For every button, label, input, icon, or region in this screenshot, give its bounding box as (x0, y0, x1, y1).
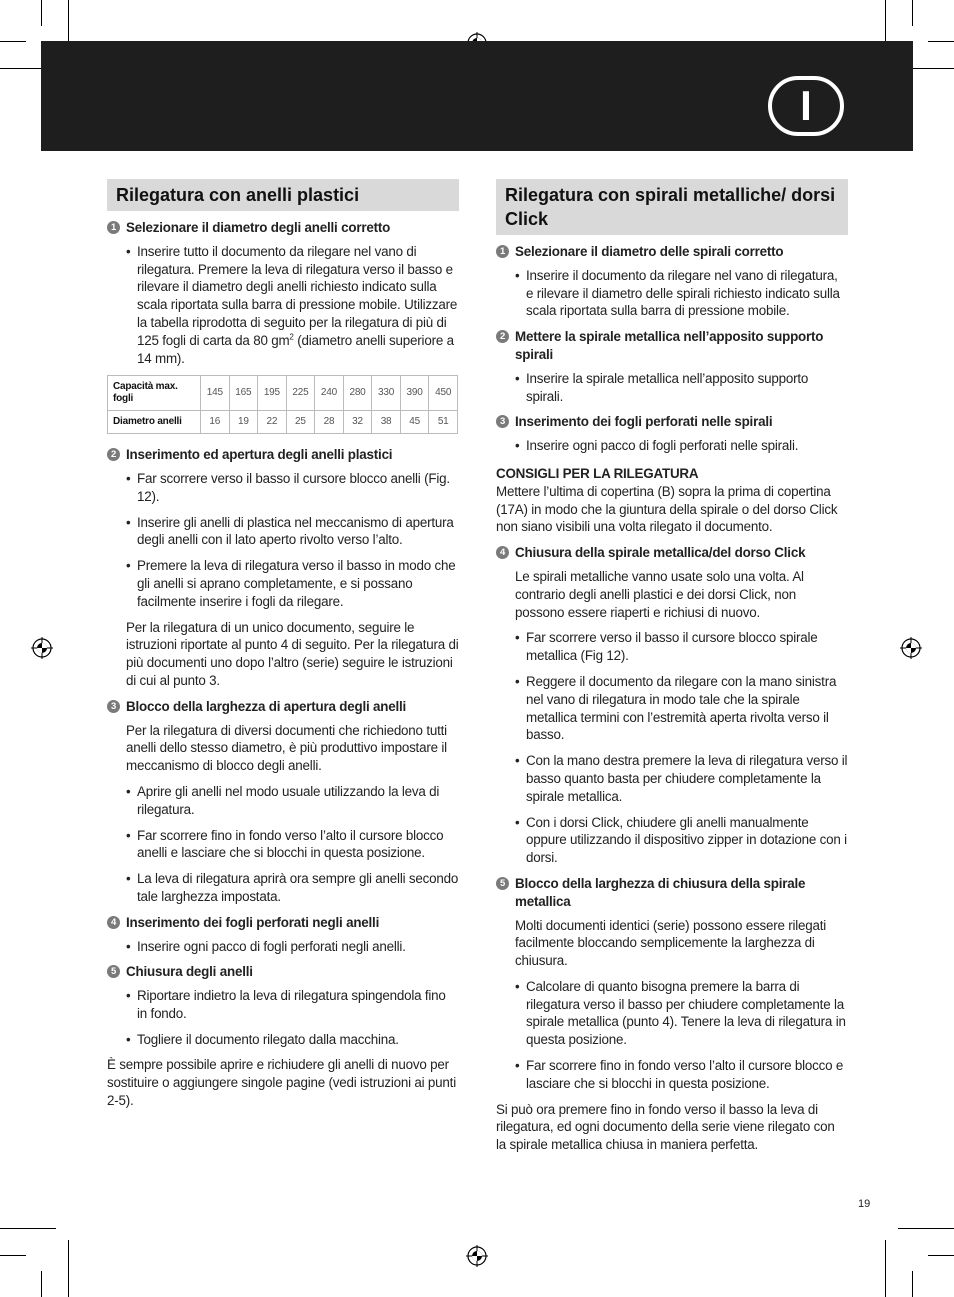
tips-heading: CONSIGLI PER LA RILEGATURA (496, 465, 699, 481)
bullet-item: • Far scorrere verso il basso il cursore blocco spirale metallica (Fig 12). (496, 629, 848, 665)
table-cell: 32 (343, 411, 372, 434)
step-heading (496, 413, 848, 431)
registration-mark-icon (900, 637, 922, 659)
bullet-item: • Inserire la spirale metallica nell’apposito supporto spirali. (496, 370, 848, 406)
section-title: Rilegatura con spirali metalliche/ dorsi Click (496, 179, 848, 235)
paragraph: Per la rilegatura di diversi documenti che richiedono tutti anelli dello stesso diametro, è più produttivo impostare il meccanismo di blocco degli anelli. (126, 722, 447, 774)
table-cell: 240 (315, 376, 344, 411)
step-heading (107, 219, 459, 237)
crop-mark (898, 1228, 954, 1229)
step-number: 5 (107, 965, 120, 978)
crop-mark (0, 1255, 26, 1256)
bullet-item: • Riportare indietro la leva di rilegatura spingendola fino in fondo. (107, 987, 459, 1023)
crop-mark (0, 41, 26, 42)
language-badge: I (768, 76, 844, 136)
right-column (496, 179, 848, 1162)
registration-mark-icon (31, 637, 53, 659)
paragraph: È sempre possibile aprire e richiudere gli anelli di nuovo per sostituire o aggiungere singole pagine (vedi istruzioni ai punti 2-5). (107, 1057, 456, 1109)
table-cell: 45 (400, 411, 429, 434)
bullet-item (107, 243, 459, 368)
step-title: Inserimento dei fogli perforati nelle spirali (515, 414, 773, 430)
step-title: Selezionare il diametro delle spirali corretto (515, 244, 784, 259)
table-row (108, 411, 458, 434)
page-number: 19 (858, 1198, 871, 1210)
table-cell: 22 (258, 411, 287, 434)
bullet-item: • Far scorrere verso il basso il cursore blocco anelli (Fig. 12). (107, 470, 459, 506)
bullet-text: Inserire tutto il documento da rilegare nel vano di rilegatura. Premere la leva di rilegatura verso il basso e rilevare il diametro degli anelli richiesto indicato sulla scala riportata sulla barra di pressione mobile. Utilizzare la tabella riprodotta di seguito per la rilegatura di più di 125 fogli di carta da 80 gm (137, 243, 458, 348)
bullet-item: • Far scorrere fino in fondo verso l’alto il cursore blocco anelli e lasciare che si blocchi in questa posizione. (107, 827, 459, 863)
step-title: Inserimento ed apertura degli anelli plastici (126, 447, 393, 463)
table-cell: 225 (286, 376, 315, 411)
step-title: Blocco della larghezza di apertura degli anelli (126, 698, 407, 714)
table-cell: 38 (372, 411, 401, 434)
step-number: 4 (496, 546, 509, 559)
step-title: Chiusura della spirale metallica/del dorso Click (515, 545, 806, 561)
table-cell: 145 (201, 376, 230, 411)
step-heading (107, 446, 459, 464)
bullet-item: • Calcolare di quanto bisogna premere la barra di rilegatura verso il basso per chiudere completamente la spirale metallica (punto 4). Tenere la leva di rilegatura in questa posizione. (496, 978, 848, 1049)
bullet-item: • Con i dorsi Click, chiudere gli anelli manualmente oppure utilizzando il dispositivo zipper in dotazione con i dorsi. (496, 814, 848, 867)
paragraph: Le spirali metalliche vanno usate solo una volta. Al contrario degli anelli plastici e dei dorsi Click, non possono essere riaperti e richiusi di nuovo. (515, 568, 804, 620)
step-title: Mettere la spirale metallica nell’apposito supporto spirali (515, 329, 824, 362)
bullet-item: • Con la mano destra premere la leva di rilegatura verso il basso quanto basta per chiudere completamente la spirale metallica. (496, 752, 848, 805)
table-row (108, 376, 458, 411)
table-cell: 25 (286, 411, 315, 434)
bullet-item: • Premere la leva di rilegatura verso il basso in modo che gli anelli si aprano completamente, e si possano facilmente inserire i fogli da rilegare. (107, 557, 459, 610)
crop-mark (912, 1271, 913, 1297)
registration-mark-icon (466, 1245, 488, 1267)
bullet-item: • Inserire ogni pacco di fogli perforati nelle spirali. (496, 437, 848, 455)
table-cell: 330 (372, 376, 401, 411)
bullet-item: • Aprire gli anelli nel modo usuale utilizzando la leva di rilegatura. (107, 783, 459, 819)
table-cell: 195 (258, 376, 287, 411)
table-cell: 51 (429, 411, 458, 434)
left-column (107, 179, 459, 1118)
table-header-cell: Capacità max. fogli (108, 376, 201, 411)
table-cell: 165 (229, 376, 258, 411)
step-heading (496, 875, 848, 911)
bullet-item: • Reggere il documento da rilegare con la mano sinistra nel vano di rilegatura in modo tale che la spirale metallica termini con l’estremità aperta rivolta verso il basso. (496, 673, 848, 744)
step-heading (107, 963, 459, 981)
crop-mark (928, 41, 954, 42)
table-cell: 450 (429, 376, 458, 411)
step-title: Inserimento dei fogli perforati negli anelli (126, 914, 380, 930)
ring-capacity-table (107, 375, 458, 434)
crop-mark (41, 1271, 42, 1297)
step-number: 4 (107, 916, 120, 929)
bullet-text: (diametro anelli superiore a 14 mm). (137, 332, 454, 366)
step-heading (107, 698, 459, 716)
step-title: Chiusura degli anelli (126, 964, 253, 980)
step-heading (496, 544, 848, 562)
table-cell: 28 (315, 411, 344, 434)
step-heading (496, 328, 848, 364)
paragraph: Molti documenti identici (serie) possono essere rilegati facilmente bloccando semplicemente la larghezza di chiusura. (515, 917, 827, 969)
bullet-item: • Togliere il documento rilegato dalla macchina. (107, 1031, 459, 1049)
step-number: 2 (107, 448, 120, 461)
crop-mark (885, 1240, 886, 1297)
step-number: 1 (107, 221, 120, 234)
table-cell: 19 (229, 411, 258, 434)
bullet-item: • Inserire il documento da rilegare nel vano di rilegatura, e rilevare il diametro delle spirali richiesto indicato sulla scala riportata sulla barra di pressione mobile. (496, 267, 848, 320)
crop-mark (912, 0, 913, 26)
crop-mark (41, 0, 42, 26)
crop-mark (68, 1240, 69, 1297)
step-number: 1 (496, 245, 509, 258)
step-title: Selezionare il diametro degli anelli corretto (126, 220, 391, 235)
step-heading (496, 243, 848, 261)
bullet-item: • Far scorrere fino in fondo verso l’alto il cursore blocco e lasciare che si blocchi in questa posizione. (496, 1057, 848, 1093)
tips-text: Mettere l’ultima di copertina (B) sopra la prima di copertina (17A) in modo che la giuntura della spirale o del dorso Click non siano visibili una volta rilegato il documento. (496, 483, 838, 535)
paragraph: Per la rilegatura di un unico documento, seguire le istruzioni riportate al punto 4 di seguito. Per la rilegatura di più documenti uno dopo l’altro (serie) seguire le istruzioni di cui al punto 3. (126, 619, 459, 688)
step-title: Blocco della larghezza di chiusura della spirale metallica (515, 875, 806, 909)
crop-mark (0, 1228, 56, 1229)
section-title: Rilegatura con anelli plastici (107, 179, 459, 211)
crop-mark (928, 1255, 954, 1256)
step-number: 3 (107, 700, 120, 713)
step-number: 5 (496, 877, 509, 890)
bullet-item: • Inserire ogni pacco di fogli perforati negli anelli. (107, 938, 459, 956)
paragraph: Si può ora premere fino in fondo verso il basso la leva di rilegatura, ed ogni documento della serie viene rilegato con la spirale metallica chiusa in maniera perfetta. (496, 1101, 835, 1153)
table-cell: 390 (400, 376, 429, 411)
table-cell: 16 (201, 411, 230, 434)
table-cell: 280 (343, 376, 372, 411)
table-header-cell: Diametro anelli (108, 411, 201, 434)
bullet-item: • Inserire gli anelli di plastica nel meccanismo di apertura degli anelli con il lato aperto rivolto verso l’alto. (107, 514, 459, 550)
bullet-item: • La leva di rilegatura aprirà ora sempre gli anelli secondo tale larghezza impostata. (107, 870, 459, 906)
step-heading (107, 914, 459, 932)
superscript: 2 (289, 332, 294, 342)
step-number: 3 (496, 415, 509, 428)
step-number: 2 (496, 330, 509, 343)
